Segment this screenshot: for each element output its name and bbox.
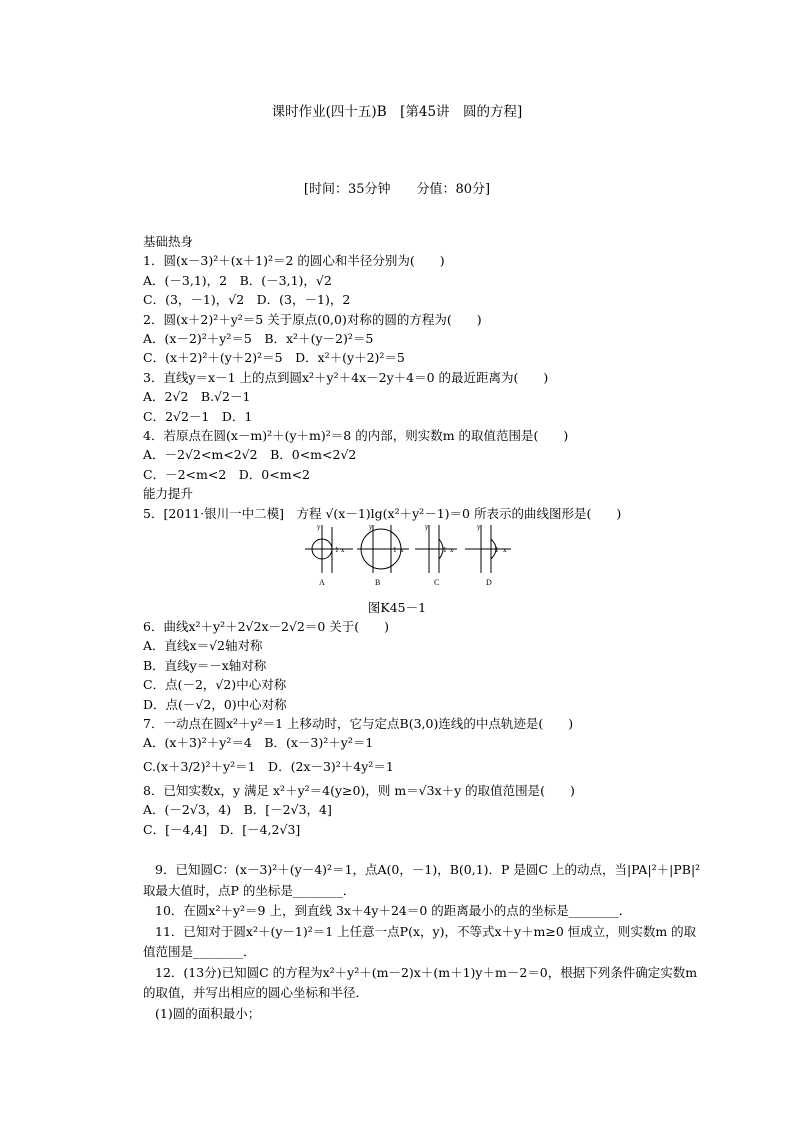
option-line: A．－2√2<m<2√2 B．0<m<2√2 — [143, 447, 357, 463]
svg-text:x: x — [450, 547, 454, 554]
option-line: A．(－3,1)，2 B．(－3,1)，√2 — [143, 272, 332, 288]
svg-text:1: 1 — [443, 547, 447, 554]
figure-label-a: A — [319, 578, 325, 587]
svg-text:1: 1 — [495, 547, 499, 554]
section-fill — [143, 860, 703, 1024]
page-title: 课时作业(四十五)B [第45讲 圆的方程] — [271, 104, 523, 120]
question-paragraph: 10．在圆x²＋y²＝9 上，到直线 3x＋4y＋24＝0 的距离最小的点的坐标是________． — [155, 903, 632, 918]
figure-k45-1 — [305, 521, 515, 589]
question-paragraph: 9．已知圆C：(x－3)²＋(y－4)²＝1，点A(0，－1)，B(0,1)．P 是圆C 上的动点，当|PA|²＋|PB|²取最大值时，点P 的坐标是________． — [143, 862, 701, 898]
option-line: B．直线y＝－x轴对称 — [143, 657, 267, 673]
svg-text:x: x — [503, 547, 507, 554]
figure-panel-a — [305, 524, 353, 587]
option-line: A．(x＋3)²＋y²＝4 B．(x－3)²＋y²＝1 — [143, 735, 374, 751]
question-line: 6．曲线x²＋y²＋2√2x－2√2＝0 关于( ) — [143, 619, 390, 634]
option-line: C．2√2－1 D．1 — [143, 408, 253, 424]
svg-text:x: x — [341, 547, 345, 554]
figure-label-d: D — [486, 578, 492, 587]
option-line: C.(x＋3/2)²＋y²＝1 D．(2x－3)²＋4y²＝1 — [143, 758, 394, 774]
svg-text:y: y — [477, 524, 481, 531]
svg-text:1: 1 — [335, 547, 339, 554]
section-ability — [143, 617, 703, 839]
option-line: A．(－2√3，4) B．[－2√3，4] — [143, 802, 332, 818]
svg-text:y: y — [369, 524, 373, 531]
option-line: C．(3，－1)，√2 D．(3，－1)，2 — [143, 292, 351, 308]
question-line: 1．圆(x－3)²＋(x＋1)²＝2 的圆心和半径分别为( ) — [143, 253, 445, 269]
question-line: 5．[2011·银川一中二模] 方程 √(x－1)lg(x²＋y²－1)＝0 所表示的曲线图形是( ) — [143, 505, 622, 521]
figure-panel-b — [357, 524, 409, 587]
option-line: C．(x＋2)²＋(y＋2)²＝5 D．x²＋(y＋2)²＝5 — [143, 350, 405, 366]
svg-text:1: 1 — [393, 547, 397, 554]
question-paragraph: 12．(13分)已知圆C 的方程为x²＋y²＋(m－2)x＋(m＋1)y＋m－2＝0，根据下列条件确定实数m 的取值，并写出相应的圆心坐标和半径． — [143, 964, 698, 1000]
option-line: C．[－4,4] D．[－4,2√3] — [143, 821, 301, 837]
svg-text:y: y — [425, 524, 429, 531]
question-line: 2．圆(x＋2)²＋y²＝5 关于原点(0,0)对称的圆的方程为( ) — [143, 311, 482, 327]
figure-panel-c — [415, 524, 457, 587]
question-line: 4．若原点在圆(x－m)²＋(y＋m)²＝8 的内部，则实数m 的取值范围是( ) — [143, 428, 569, 444]
option-line: C．点(－2，√2)中心对称 — [143, 677, 287, 693]
question-line: 8．已知实数x，y 满足 x²＋y²＝4(y≥0)，则 m＝√3x＋y 的取值范围是( ) — [143, 782, 575, 798]
section-heading-ability: 能力提升 — [143, 486, 194, 502]
svg-text:x: x — [400, 547, 404, 554]
option-line: A．直线x＝√2轴对称 — [143, 638, 263, 654]
option-line: C．－2<m<2 D．0<m<2 — [143, 466, 310, 482]
question-line: 7．一动点在圆x²＋y²＝1 上移动时，它与定点B(3,0)连线的中点轨迹是( ) — [143, 716, 574, 732]
time-score-info: [时间：35分钟 分值：80分] — [303, 182, 491, 197]
question-paragraph: (1)圆的面积最小； — [155, 1005, 261, 1021]
svg-text:y: y — [317, 524, 321, 531]
figure-caption: 图K45－1 — [367, 600, 427, 615]
option-line: A．(x－2)²＋y²＝5 B．x²＋(y－2)²＝5 — [143, 331, 374, 347]
figure-label-b: B — [375, 578, 381, 587]
section-basic — [143, 232, 703, 523]
figure-panel-d — [465, 524, 511, 587]
question-line: 3．直线y＝x－1 上的点到圆x²＋y²＋4x－2y＋4＝0 的最近距离为( ) — [143, 369, 549, 385]
question-paragraph: 11．已知对于圆x²＋(y－1)²＝1 上任意一点P(x，y)，不等式x＋y＋m≥0 恒成立，则实数m 的取值范围是________． — [143, 923, 697, 959]
figure-label-c: C — [434, 578, 440, 587]
option-line: A．2√2 B.√2－1 — [143, 389, 251, 405]
section-heading-basic: 基础热身 — [143, 234, 194, 249]
option-line: D．点(－√2，0)中心对称 — [143, 696, 287, 712]
